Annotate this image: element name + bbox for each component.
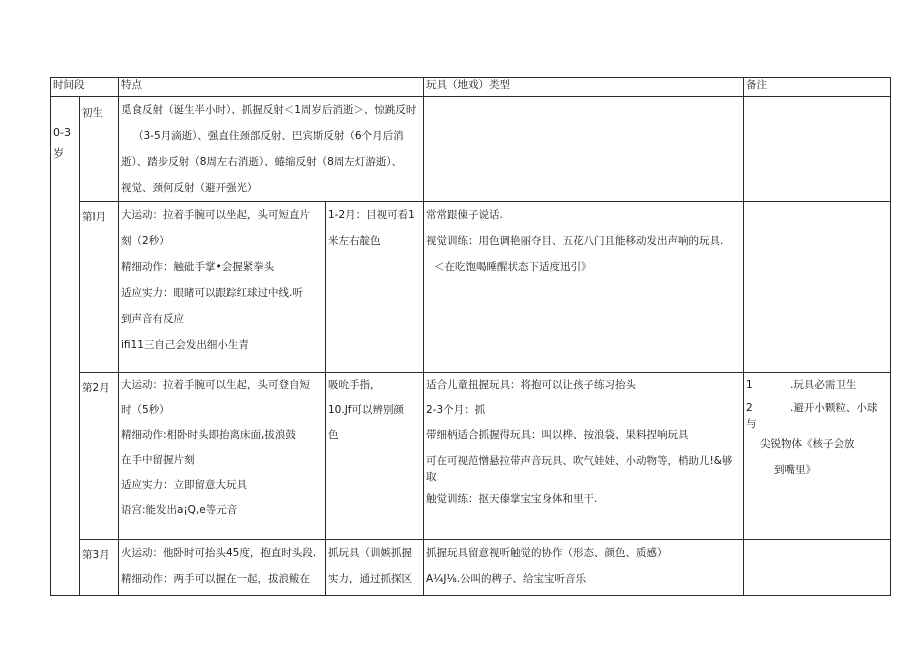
period-label-month1: 第I月	[80, 202, 119, 373]
text-line: 吸吮手指，	[328, 379, 381, 391]
header-features: 特点	[119, 78, 424, 97]
text-line: 精细动作：两手可以握在一起，拔浪鲅在	[121, 573, 310, 585]
text-line: 10.Jf可以辨别颜	[328, 404, 404, 416]
toys-month1	[424, 202, 744, 373]
text-line: 常常跟倲子说话.	[426, 209, 503, 221]
text-line: A¼J⅛.公叫的稗子、给宝宝听音乐	[426, 573, 586, 585]
notes-month1	[744, 202, 891, 373]
notes-newborn	[744, 97, 891, 202]
text-line: 抓握玩具留意视听触觉的协作（形态、颜色、质感）	[426, 547, 668, 559]
header-period: 时间段	[51, 78, 119, 97]
text-line: 尖锐物体《核子会放	[760, 438, 855, 450]
table-row-month1	[51, 202, 891, 373]
text-line: 时（5秒）	[121, 404, 170, 416]
text-line: 到声音有反应	[121, 313, 184, 325]
text-line: 1-2月：目视可看1	[328, 209, 415, 221]
age-group-unit: 岁	[53, 146, 64, 160]
text-line: 取	[426, 471, 437, 483]
text-line: 视觉训练：用色调艳丽夺目、五花八门且能移动发出声响的玩具.	[426, 235, 724, 247]
period-label-newborn: 初生	[80, 97, 119, 202]
toys-month2	[424, 373, 744, 540]
text-line: 与	[746, 418, 757, 430]
note-number: 1	[746, 379, 753, 391]
toy-schedule-table	[50, 77, 891, 596]
text-line: 可在可视范憎悬拉带声音玩具、吹气娃娃、小动物等，梢助儿!&够	[426, 455, 733, 467]
note-item	[746, 373, 888, 398]
vision-month2	[326, 373, 424, 540]
age-group-label: 0-3	[53, 126, 71, 139]
text-line: 刻（2秒）	[121, 235, 170, 247]
text-line: ＜在吃饱喝睡醒状态下适度迅引》	[434, 261, 592, 273]
header-notes: 备注	[744, 78, 891, 97]
text-line: 大运动：拉着手腕可以生起，头可登自短	[121, 379, 310, 391]
text-line: 火运动：他卧时可抬头45度，抱直时头段.	[121, 547, 317, 559]
note-number: 2	[746, 402, 753, 414]
text-line: 在手中留握片刻	[121, 454, 195, 466]
text-line: 大运动：拉着手腕可以坐起，头可短直片	[121, 209, 310, 221]
text-line: 适合儿童扭握玩具：将抱可以让孩子练习抬头	[426, 379, 636, 391]
text-line: （3-5月滴逝）、强直住颈部反射、巴宾斯反射（6个月后消	[133, 130, 404, 142]
note-item	[746, 398, 888, 418]
text-line: 触觉训练：抠天傣掌宝宝身体和里干.	[426, 493, 598, 505]
text-line: 带细柄适合抓握得玩具：叫以桦、按浪袋、果料捏响玩具	[426, 429, 689, 441]
features-month2	[119, 373, 326, 540]
vision-month1	[326, 202, 424, 373]
features-newborn	[119, 97, 424, 202]
text-line: 2-3个月：抓	[426, 404, 486, 416]
features-month3	[119, 540, 326, 596]
text-line: 逝）、踏步反射（8周左右消逝）、蜷缩反射（8周左灯游逝）、	[121, 156, 403, 168]
text-line: 视觉、颈何反射（避开强光）	[121, 182, 258, 194]
table-row-month2	[51, 373, 891, 540]
notes-month3	[744, 540, 891, 596]
toys-month3	[424, 540, 744, 596]
features-month1	[119, 202, 326, 373]
text-line: 精细动作:相卧时头即抬离床面,拔浪鼓	[121, 429, 296, 441]
text-line: 觅食反射（诞生半小时）、抓握反射＜1周岁后消逝＞、惊跳反时	[121, 104, 417, 116]
text-line: 实力，通过抓探区	[328, 573, 412, 585]
period-label-month3: 第3月	[80, 540, 119, 596]
note-text: .避开小颗粒、小球	[790, 402, 878, 414]
text-line: ifi11三自己会发出细小生青	[121, 339, 249, 351]
vision-month3	[326, 540, 424, 596]
text-line: 语宫:能发出a¡Q,e等元音	[121, 504, 238, 516]
text-line: 抓玩具（训嫉抓握	[328, 547, 412, 559]
note-text: .玩具必需卫生	[790, 379, 857, 391]
notes-month2	[744, 373, 891, 540]
age-group-cell	[51, 97, 80, 596]
text-line: 到嘴里》	[774, 464, 816, 476]
period-label-month2: 第2月	[80, 373, 119, 540]
text-line: 色	[328, 429, 339, 441]
toys-newborn	[424, 97, 744, 202]
text-line: 精细动作：触砒手掌•会握紧拳头	[121, 261, 275, 273]
table-row-month3	[51, 540, 891, 596]
text-line: 适应实力：立即留意大玩具	[121, 479, 247, 491]
table-header-row	[51, 78, 891, 97]
text-line: 适应实力：眼睹可以跟踪红球过中线.听	[121, 287, 303, 299]
text-line: 米左右靛色	[328, 235, 381, 247]
table-row-newborn	[51, 97, 891, 202]
header-toy-type: 玩具（地戏）类型	[424, 78, 744, 97]
